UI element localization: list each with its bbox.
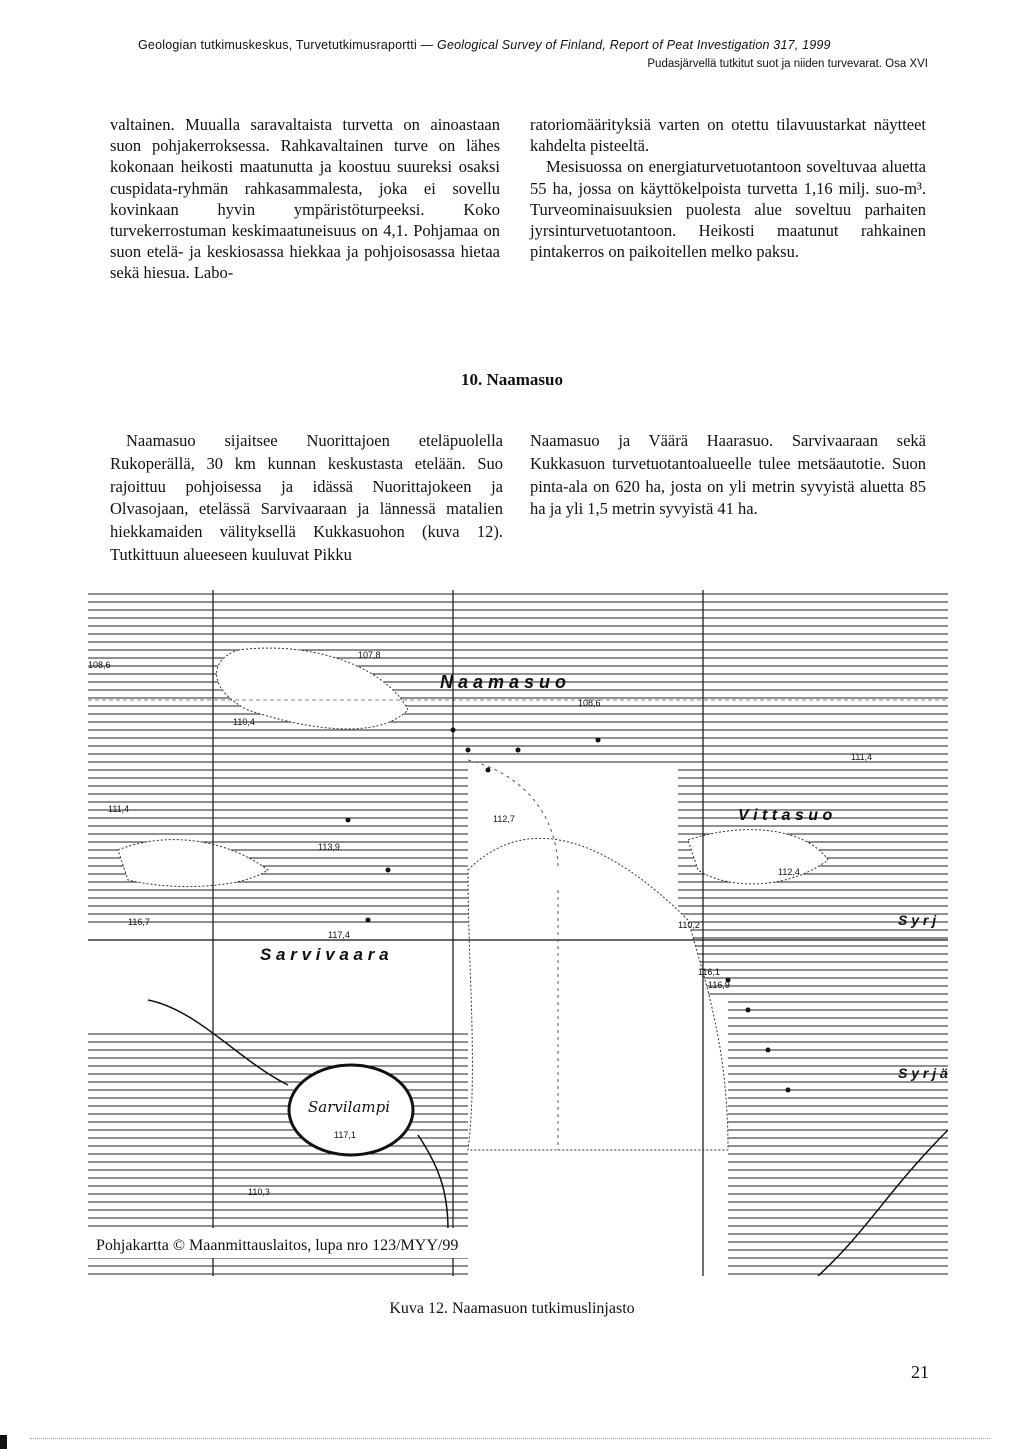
body-right-paragraph: Naamasuo ja Väärä Haarasuo. Sarvivaaraan sekä Kukkasuon turvetuotantoalueelle tulee metsäautotie. Suon pinta-ala on 620 ha, josta on yli metrin syvyistä aluetta 85 ha ja yli 1,5 metrin syvyistä 41 ha. [530, 431, 926, 519]
running-header [138, 38, 938, 52]
lake-label: Sarvilampi [308, 1098, 391, 1116]
top-right-column [530, 114, 926, 262]
top-right-paragraph-2: Mesisuossa on energiaturvetuotantoon soveltuvaa aluetta 55 ha, jossa on käyttökelpoista turvetta 1,16 milj. suo-m³. Turveominaisuuksien puolesta alue soveltuu parhaiten jyrsinturvetuotantoon. Heikosti maatunut rahkainen pintakerros on paikoitellen melko paksu. [530, 157, 926, 262]
elevation-label: 117,4 [328, 930, 350, 940]
elevation-label: 111,4 [851, 752, 873, 762]
body-left-paragraph: Naamasuo sijaitsee Nuorittajoen eteläpuolella Rukoperällä, 30 km kunnan keskustasta etelään. Suo rajoittuu pohjoisessa ja idässä Nuorittajokeen ja Olvasojaan, etelässä Sarvivaaraan ja lännessä matalien hiekkamaiden välityksellä Kukkasuohon (kuva 12). Tutkittuun alueeseen kuuluvat Pikku [110, 431, 503, 564]
elevation-label: 108,6 [88, 660, 111, 670]
sarvivaara-label: S a r v i v a a r a [260, 945, 389, 964]
elevation-label: 116,9 [708, 980, 730, 990]
elevation-label: 112,7 [493, 814, 515, 824]
elevation-label: 117,1 [334, 1130, 356, 1140]
study-lines-map [88, 590, 948, 1276]
top-right-paragraph-1: ratoriomäärityksiä varten on otettu tilavuustarkat näytteet kahdelta pisteeltä. [530, 115, 926, 156]
syrja-label-2: S y r j ä [898, 1065, 948, 1081]
elevation-label: 116,7 [128, 917, 150, 927]
elevation-label: 111,4 [108, 804, 130, 814]
elevation-label: 112,4 [778, 867, 800, 877]
naamasuo-label: N a a m a s u o [440, 672, 567, 692]
elevation-label: 110,3 [248, 1187, 270, 1197]
header-publisher: Geologian tutkimuskeskus, Turvetutkimusraportti — [138, 38, 438, 52]
elevation-label: 110,2 [678, 920, 700, 930]
body-left-column [110, 430, 503, 567]
syrja-label-1: S y r j [898, 912, 937, 928]
page-number: 21 [911, 1362, 929, 1382]
elevation-label: 107,8 [358, 650, 381, 660]
vittasuo-label: V i t t a s u o [738, 807, 833, 824]
map-attribution: Pohjakartta © Maanmittauslaitos, lupa nro 123/MYY/99 [96, 1237, 459, 1254]
elevation-label: 108,6 [578, 698, 601, 708]
figure-caption: Kuva 12. Naamasuon tutkimuslinjasto [389, 1300, 635, 1317]
header-series: Geological Survey of Finland, Report of Peat Investigation 317, 1999 [437, 38, 831, 52]
scan-edge-mark [0, 1435, 7, 1449]
elevation-label: 116,1 [698, 967, 720, 977]
body-right-column [530, 430, 926, 521]
elevation-label: 110,4 [233, 717, 255, 727]
top-left-paragraph: valtainen. Muualla saravaltaista turvetta on ainoastaan suon pohjakerroksessa. Rahkavaltainen turve on lähes kokonaan heikosti maatunutta ja koostuu suureksi osaksi cuspidata-ryhmän rahkasammalesta, joka ei sovellu kovinkaan hyvin ympäristöturpeeksi. Koko turvekerrostuman keskimaatuneisuus on 4,1. Pohjamaa on suon etelä- ja keskiosassa hiekkaa ja pohjoisosassa hietaa sekä hiesua. Labo- [110, 115, 500, 283]
section-title: 10. Naamasuo [460, 370, 563, 389]
scan-edge-line [30, 1438, 990, 1439]
running-subheader: Pudasjärvellä tutkitut suot ja niiden turvevarat. Osa XVI [647, 58, 928, 70]
top-left-column [110, 114, 500, 284]
elevation-label: 113,9 [318, 842, 340, 852]
